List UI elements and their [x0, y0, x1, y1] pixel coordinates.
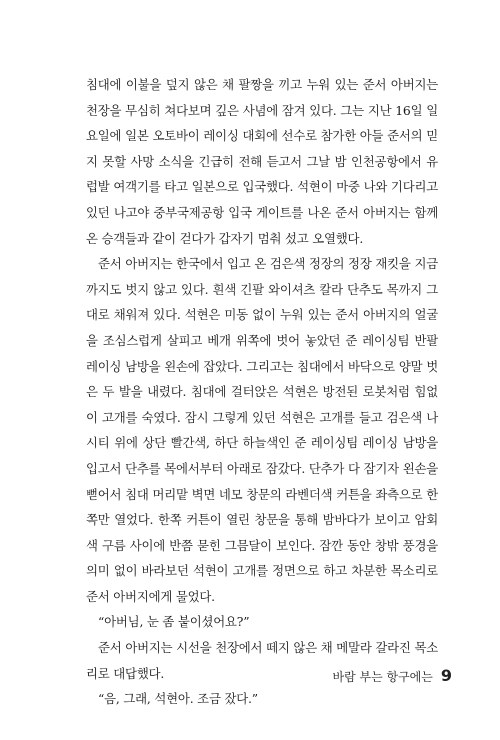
paragraph-3-dialogue: “아버님, 눈 좀 붙이셨어요?” — [98, 614, 250, 630]
page-footer — [0, 666, 452, 685]
paragraph-4: 준서 아버지는 시선을 천장에서 떼지 않은 채 메말라 갈라진 목소리로 대답했다. — [86, 640, 438, 681]
page-number: 9 — [440, 666, 452, 685]
paragraph-2: 준서 아버지는 한국에서 입고 온 검은색 정장의 정장 재킷을 지금까지도 벗지 않고 있다. 흰색 긴팔 와이셔츠 칼라 단추도 목까지 그대로 채워져 있다. 석현은 미동 없이 누워 있는 준서 아버지의 얼굴을 조심스럽게 살피고 베개 위쪽에 벗어 놓았던 준 레이싱팀 반팔 레이싱 남방을 왼손에 잡았다. 그리고는 침대에서 바닥으로 양말 벗은 두 발을 내렸다. 침대에 걸터앉은 석현은 방전된 로봇처럼 힘없이 고개를 숙였다. 잠시 그렇게 있던 석현은 고개를 들고 검은색 나시티 위에 상단 빨간색, 하단 하늘색인 준 레이싱팀 레이싱 남방을 입고서 단추를 목에서부터 아래로 잠갔다. 단추가 다 잠기자 왼손을 뻗어서 침대 머리맡 벽면 네모 창문의 라벤더색 커튼을 좌측으로 한쪽만 열었다. 한쪽 커튼이 열린 창문을 통해 밤바다가 보이고 암회색 구름 사이에 반쯤 묻힌 그믐달이 보인다. 잠깐 동안 창밖 풍경을 의미 없이 바라보던 석현이 고개를 정면으로 하고 차분한 목소리로 준서 아버지에게 물었다. — [86, 256, 438, 604]
paragraph-5-dialogue: “음, 그래, 석현아. 조금 잤다.” — [98, 691, 258, 707]
paragraph-1: 침대에 이불을 덮지 않은 채 팔짱을 끼고 누워 있는 준서 아버지는 천장을 무심히 쳐다보며 깊은 사념에 잠겨 있다. 그는 지난 16일 일요일에 일본 오토바이 레이싱 대회에 선수로 참가한 아들 준서의 믿지 못할 사망 소식을 긴급히 전해 듣고서 그날 밤 인천공항에서 유럽발 여객기를 타고 일본으로 입국했다. 석현이 마중 나와 기다리고 있던 나고야 중부국제공항 입국 게이트를 나온 준서 아버지는 함께 온 승객들과 같이 걷다가 갑자기 멈춰 섰고 오열했다. — [86, 77, 438, 246]
body-text — [86, 72, 438, 712]
running-title: 바람 부는 항구에는 — [332, 670, 433, 684]
